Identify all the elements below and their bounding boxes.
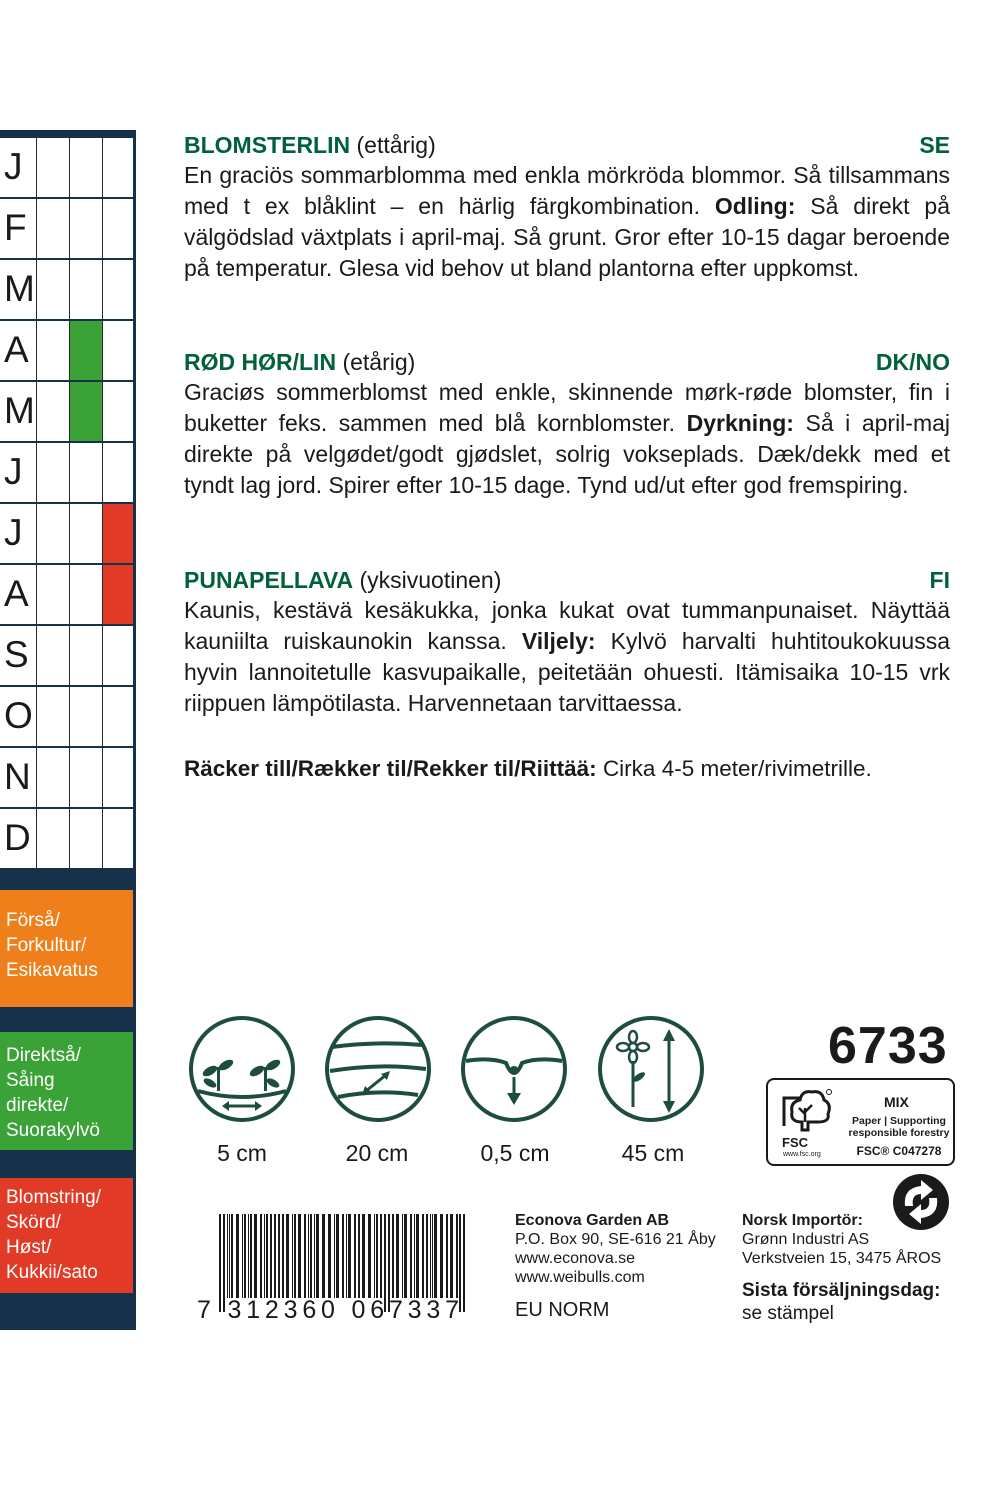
barcode-bar <box>292 1214 293 1298</box>
section-finnish <box>184 565 950 719</box>
barcode-bar <box>354 1214 356 1298</box>
plant-name: RØD HØR/LIN <box>184 349 337 375</box>
barcode-bar <box>250 1214 252 1298</box>
barcode-bar <box>274 1214 276 1298</box>
plant-lifecycle: (ettårig) <box>356 132 436 158</box>
plant-spacing-icon <box>188 1015 296 1123</box>
barcode-bar <box>358 1214 360 1298</box>
barcode-bar <box>227 1214 228 1298</box>
legend-line: Direktså/ <box>6 1045 81 1066</box>
barcode-bar <box>446 1214 448 1298</box>
legend-direct-sowing <box>0 1032 133 1150</box>
calendar-cell <box>69 260 102 319</box>
barcode-bar <box>242 1214 243 1298</box>
barcode-bar <box>414 1214 415 1298</box>
coverage-line <box>184 754 872 784</box>
barcode-bar <box>410 1214 412 1298</box>
barcode-bar <box>260 1214 262 1298</box>
month-letter: S <box>4 634 29 675</box>
section-body <box>184 595 950 719</box>
fsc-license: FSC® C047278 <box>856 1144 942 1158</box>
legend-line: Høst/ <box>6 1237 52 1258</box>
legend-line: Esikavatus <box>6 960 98 981</box>
barcode-bar <box>376 1214 378 1298</box>
barcode-bar <box>278 1214 280 1298</box>
sowing-depth-label: 0,5 cm <box>480 1140 550 1166</box>
month-letter: N <box>4 756 31 797</box>
barcode-bar <box>248 1214 249 1298</box>
plant-height-icon <box>597 1015 705 1123</box>
calendar-cell <box>69 504 102 563</box>
barcode-digits: 7 312360 067337 <box>197 1296 459 1320</box>
section-heading <box>184 130 950 160</box>
calendar-cell <box>36 809 69 868</box>
barcode-guard-bar <box>459 1214 461 1312</box>
calendar-cell <box>102 687 133 746</box>
body-text: Så i april-maj direkte på velgødet/godt gjødslet, solrig vokseplads. Dæk/dekk med et tyndt lag jord. Spirer efter 10-15 dage. Tynd ud/ut efter god fremspiring. <box>184 410 951 498</box>
cultivation-label: Dyrkning: <box>686 410 794 436</box>
legend-bloom-harvest <box>0 1178 133 1293</box>
calendar-month-row <box>0 687 133 748</box>
eu-norm: EU NORM <box>515 1299 610 1321</box>
calendar-month-row <box>0 138 133 199</box>
body-text: Graciøs sommerblomst med enkle, skinnende mørk-røde blomster, fin i buketter feks. sammen med blå kornblomster. <box>184 379 950 436</box>
month-letter: A <box>4 329 29 370</box>
barcode-bar <box>402 1214 403 1298</box>
calendar-cell <box>36 443 69 502</box>
plant-lifecycle: (yksivuotinen) <box>359 567 502 593</box>
calendar-cell <box>69 687 102 746</box>
section-heading <box>184 347 950 377</box>
calendar-cell <box>36 260 69 319</box>
calendar-cell <box>102 138 133 197</box>
barcode-bar <box>380 1214 382 1298</box>
calendar-cell <box>69 809 102 868</box>
calendar-cell <box>69 748 102 807</box>
company-website: www.econova.se <box>515 1250 636 1267</box>
calendar-grid <box>0 138 133 870</box>
section-body <box>184 377 950 501</box>
month-letter: M <box>4 390 35 431</box>
calendar-cell <box>69 199 102 258</box>
company-postal: P.O. Box 90, SE-616 21 Åby <box>515 1231 716 1248</box>
barcode-bar <box>334 1214 335 1298</box>
calendar-month-row <box>0 748 133 809</box>
row-spacing-label: 20 cm <box>345 1140 409 1166</box>
barcode-guard-bar <box>384 1214 386 1312</box>
language-code: FI <box>929 567 950 593</box>
plant-height-label: 45 cm <box>621 1140 685 1166</box>
body-text: Så direkt på välgödslad växtplats i april-maj. Så grunt. Gror efter 10-15 dagar beroende på temperatur. Glesa vid behov ut bland plantorna efter uppkomst. <box>184 193 951 281</box>
fsc-claim-line: responsible forestry <box>848 1127 950 1139</box>
calendar-cell <box>102 443 133 502</box>
barcode-bar <box>264 1214 265 1298</box>
barcode-bar <box>348 1214 351 1298</box>
calendar-cell <box>36 626 69 685</box>
calendar-cell-red <box>102 565 133 624</box>
fsc-label <box>766 1078 955 1166</box>
calendar-cell <box>36 748 69 807</box>
month-letter: J <box>4 146 23 187</box>
barcode-bar <box>298 1214 301 1298</box>
last-sale-value: se stämpel <box>742 1303 834 1324</box>
last-sale-date <box>742 1279 940 1325</box>
plant-spacing-label: 5 cm <box>217 1140 267 1166</box>
month-letter: A <box>4 573 29 614</box>
importer-postal: Verkstveien 15, 3475 ÅROS <box>742 1250 942 1267</box>
barcode-bar <box>236 1214 239 1298</box>
calendar-cell <box>36 138 69 197</box>
barcode-bar <box>440 1214 443 1298</box>
legend-line: Forkultur/ <box>6 935 87 956</box>
calendar-month-row <box>0 199 133 260</box>
month-letter: J <box>4 451 23 492</box>
calendar-cell <box>102 748 133 807</box>
barcode-bar <box>434 1214 437 1298</box>
barcode-bar <box>426 1214 428 1298</box>
calendar-cell <box>36 382 69 441</box>
barcode-bar <box>266 1214 268 1298</box>
body-text: Kaunis, kestävä kesäkukka, jonka kukat ovat tummanpunaiset. Näyttää kauniilta ruiskaunokin kanssa. <box>184 597 950 654</box>
legend-line: Skörd/ <box>6 1212 61 1233</box>
fsc-mix: MIX <box>884 1094 909 1110</box>
company-name: Econova Garden AB <box>515 1212 670 1229</box>
calendar-month-row <box>0 260 133 321</box>
plant-name: BLOMSTERLIN <box>184 132 351 158</box>
month-letter: O <box>4 695 33 736</box>
calendar-month-row <box>0 382 133 443</box>
section-danish-norwegian <box>184 347 950 501</box>
legend-line: Suorakylvö <box>6 1120 100 1141</box>
barcode-bar <box>374 1214 375 1298</box>
calendar-cell <box>69 565 102 624</box>
calendar-month-row <box>0 809 133 870</box>
calendar-cell <box>36 504 69 563</box>
ean-barcode <box>195 1212 470 1320</box>
calendar-cell <box>36 687 69 746</box>
importer-name: Grønn Industri AS <box>742 1231 870 1248</box>
cultivation-label: Odling: <box>714 193 796 219</box>
calendar-cell <box>36 199 69 258</box>
body-text: Kylvö harvalti huhtitoukokuussa hyvin lannoitetulle kasvupaikalle, peitetään ohuesti. Itämisaika 10-15 vrk riippuen lämpötilasta. Harvennetaan tarvittaessa. <box>184 628 951 716</box>
plant-lifecycle: (etårig) <box>342 349 416 375</box>
barcode-bar <box>404 1214 407 1298</box>
company-website: www.weibulls.com <box>515 1269 645 1286</box>
barcode-bar <box>368 1214 371 1298</box>
barcode-bar <box>346 1214 347 1298</box>
barcode-bar <box>304 1214 306 1298</box>
calendar-cell-green <box>69 321 102 380</box>
body-text: En graciös sommarblomma med enkla mörkröda blommor. Så tillsammans med t ex blåklint – en härlig färgkombination. <box>184 162 950 219</box>
calendar-cell <box>69 443 102 502</box>
calendar-cell <box>102 321 133 380</box>
barcode-bar <box>244 1214 246 1298</box>
barcode-bar <box>342 1214 344 1298</box>
barcode-bar <box>336 1214 339 1298</box>
barcode-bar <box>286 1214 289 1298</box>
calendar-month-row <box>0 565 133 626</box>
barcode-bar <box>270 1214 272 1298</box>
month-letter: J <box>4 512 23 553</box>
coverage-label: Räcker till/Rækker til/Rekker til/Riittää: <box>184 756 597 781</box>
barcode-bar <box>308 1214 309 1298</box>
section-heading <box>184 565 950 595</box>
legend-line: Kukkii/sato <box>6 1262 98 1283</box>
calendar-month-row <box>0 321 133 382</box>
barcode-bar <box>450 1214 453 1298</box>
plant-name: PUNAPELLAVA <box>184 567 354 593</box>
calendar-cell <box>102 382 133 441</box>
calendar-cell-green <box>69 382 102 441</box>
month-letter: F <box>4 207 27 248</box>
calendar-month-row <box>0 626 133 687</box>
month-letter: M <box>4 268 35 309</box>
barcode-bar <box>322 1214 325 1298</box>
language-code: DK/NO <box>875 349 950 375</box>
coverage-value: Cirka 4-5 meter/rivimetrille. <box>602 756 872 781</box>
legend-line: direkte/ <box>6 1095 69 1116</box>
legend-line: Såing <box>6 1070 55 1091</box>
row-spacing-icon <box>324 1015 432 1123</box>
barcode-bar <box>430 1214 431 1298</box>
legend-line: Blomstring/ <box>6 1187 102 1208</box>
calendar-month-row <box>0 504 133 565</box>
cultivation-label: Viljely: <box>521 628 596 654</box>
fsc-brand: FSC <box>782 1135 808 1150</box>
calendar-cell <box>102 260 133 319</box>
barcode-bar <box>396 1214 399 1298</box>
barcode-bar <box>432 1214 433 1298</box>
barcode-bar <box>422 1214 424 1298</box>
importer-address <box>742 1211 941 1268</box>
barcode-guard-bar <box>223 1214 225 1312</box>
importer-label: Norsk Importör: <box>742 1212 863 1229</box>
fsc-tree-logo-icon <box>776 1086 834 1138</box>
product-code: 6733 <box>828 1017 948 1075</box>
barcode-guard-bar <box>463 1214 465 1312</box>
barcode-bar <box>362 1214 365 1298</box>
barcode-bar <box>282 1214 284 1298</box>
barcode-bar <box>231 1214 233 1298</box>
barcode-bar <box>314 1214 315 1298</box>
barcode-bar <box>310 1214 312 1298</box>
barcode-bar <box>392 1214 394 1298</box>
fsc-url: www.fsc.org <box>783 1151 821 1158</box>
calendar-month-row <box>0 443 133 504</box>
calendar-cell <box>69 138 102 197</box>
barcode-bar <box>254 1214 257 1298</box>
fsc-claim <box>844 1115 954 1139</box>
barcode-bar <box>294 1214 296 1298</box>
legend-line: Förså/ <box>6 910 60 931</box>
barcode-bar <box>416 1214 419 1298</box>
calendar-cell-red <box>102 504 133 563</box>
calendar-cell <box>102 809 133 868</box>
sowing-calendar <box>0 130 136 1330</box>
month-letter: D <box>4 817 31 858</box>
calendar-cell <box>36 321 69 380</box>
calendar-cell <box>69 626 102 685</box>
calendar-cell <box>36 565 69 624</box>
legend-presow <box>0 890 133 1007</box>
last-sale-label: Sista försäljningsdag: <box>742 1280 941 1301</box>
sowing-depth-icon <box>460 1015 568 1123</box>
calendar-cell <box>102 626 133 685</box>
barcode-bar <box>316 1214 319 1298</box>
barcode-bar <box>328 1214 331 1298</box>
company-address <box>515 1211 716 1287</box>
section-body <box>184 160 950 284</box>
barcode-bar <box>229 1214 230 1298</box>
barcode-bar <box>456 1214 458 1298</box>
calendar-cell <box>102 199 133 258</box>
fsc-claim-line: Paper | Supporting <box>852 1115 946 1127</box>
language-code: SE <box>919 132 950 158</box>
section-swedish <box>184 130 950 284</box>
